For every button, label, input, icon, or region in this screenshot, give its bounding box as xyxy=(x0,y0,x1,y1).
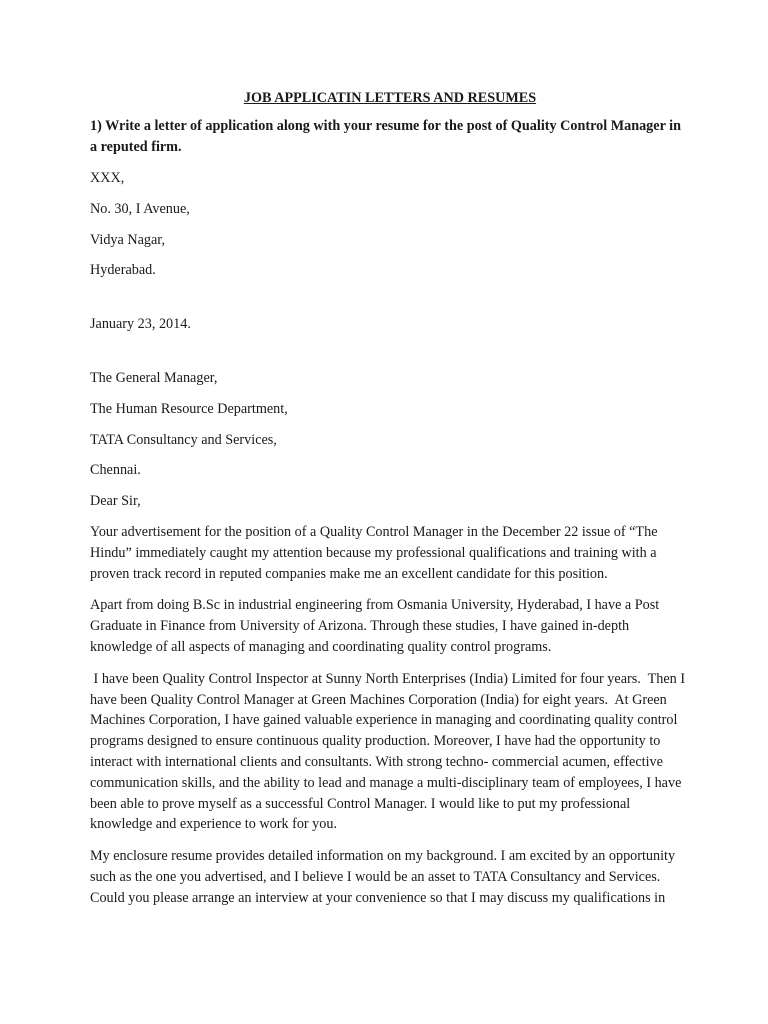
sender-address xyxy=(90,168,690,281)
question-heading: 1) Write a letter of application along with your resume for the post of Quality Control Manager in a reputed firm. xyxy=(90,118,681,155)
letter-body xyxy=(90,88,690,920)
letter-date: January 23, 2014. xyxy=(90,316,191,333)
sender-street: No. 30, I Avenue, xyxy=(90,200,190,217)
salutation: Dear Sir, xyxy=(90,493,141,510)
paragraph-closing: My enclosure resume provides detailed information on my background. I am excited by an opportunity such as the one you advertised, and I believe I would be an asset to TATA Consultancy and Services. Could you please arrange an interview at your convenience so that I may discuss my qualifications in xyxy=(90,848,676,906)
paragraph-education: Apart from doing B.Sc in industrial engineering from Osmania University, Hyderabad, I have a Post Graduate in Finance from University of Arizona. Through these studies, I have gained in-depth knowledge of all aspects of managing and coordinating quality control programs. xyxy=(90,597,660,655)
recipient-department: The Human Resource Department, xyxy=(90,400,288,417)
recipient-address xyxy=(90,368,690,481)
page-title: JOB APPLICATIN LETTERS AND RESUMES xyxy=(243,90,537,106)
recipient-title: The General Manager, xyxy=(90,369,218,386)
sender-area: Vidya Nagar, xyxy=(90,231,166,248)
sender-city: Hyderabad. xyxy=(90,262,156,279)
recipient-city: Chennai. xyxy=(90,462,141,479)
paragraph-advertisement: Your advertisement for the position of a Quality Control Manager in the December 22 issue of “The Hindu” immediately caught my attention because my professional qualifications and training with a proven track record in reputed companies make me an excellent candidate for this position. xyxy=(90,523,658,582)
sender-name: XXX, xyxy=(90,170,125,186)
paragraph-experience: I have been Quality Control Inspector at Sunny North Enterprises (India) Limited for four years. Then I have been Quality Control Manager at Green Machines Corporation (India) for eight years. At Green Machines Corporation, I have gained valuable experience in managing and coordinating quality control programs designed to ensure continuous quality production. Moreover, I have had the opportunity to interact with international clients and consultants. With strong techno- commercial acumen, effective communication skills, and the ability to lead and manage a multi-disciplinary team of employees, I have been able to prove myself as a successful Control Manager. I would like to put my professional knowledge and experience to work for you. xyxy=(90,670,689,833)
recipient-company: TATA Consultancy and Services, xyxy=(90,431,277,448)
